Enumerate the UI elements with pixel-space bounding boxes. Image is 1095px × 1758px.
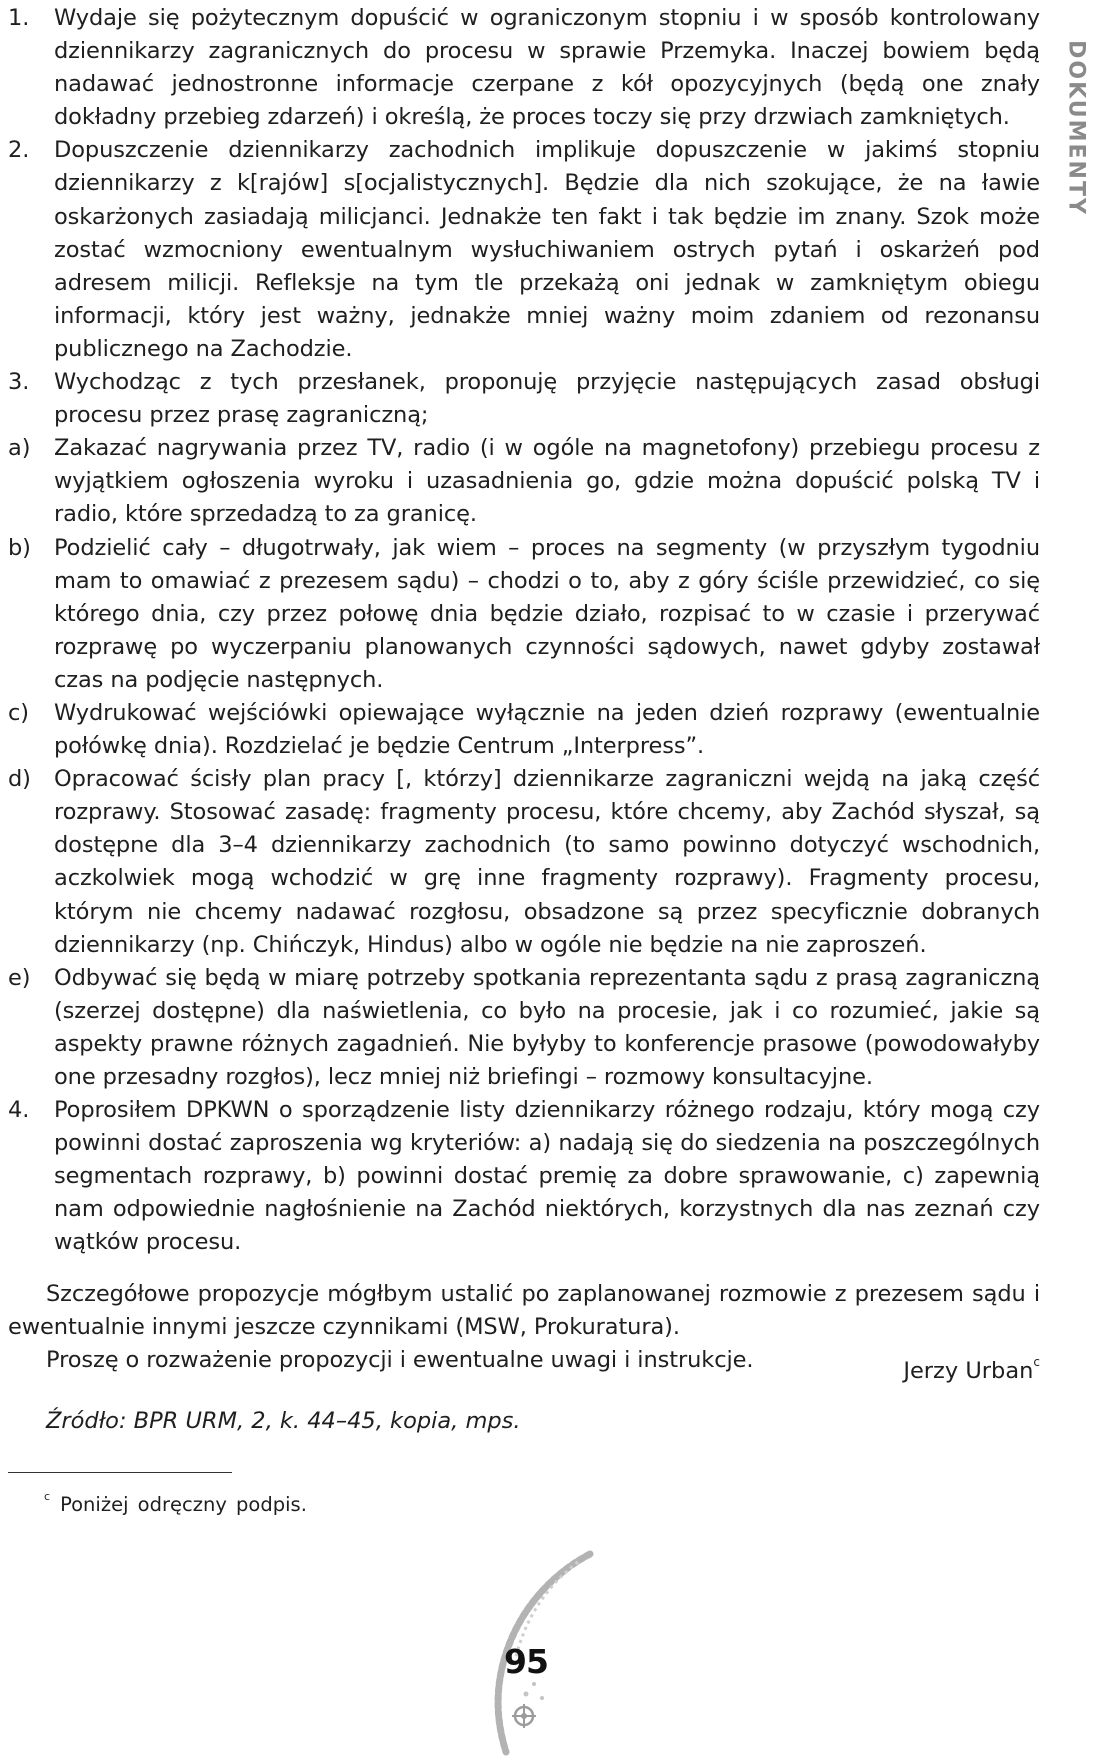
list-item-text: Wychodząc z tych przesłanek, proponuję przyjęcie następujących zasad obsługi procesu przez prasę zagraniczną; [54,369,1040,429]
list-marker: 4. [8,1097,30,1124]
list-item-text: Wydaje się pożytecznym dopuścić w ograniczonym stopniu i w sposób kontrolowany dziennikarzy zagranicznych do procesu w sprawie Przemyka. Inaczej bowiem będą nadawać jednostronne informacje czerpane z kół opozycyjnych (będą one znały dokładny przebieg zdarzeń) i określą, że proces toczy się przy drzwiach zamkniętych. [54,5,1040,131]
list-item [8,763,1040,962]
list-item [8,697,1040,763]
list-marker: a) [8,435,31,462]
list-item [8,366,1040,432]
list-item-text: Opracować ścisły plan pracy [, którzy] dziennikarze zagraniczni wejdą na jaką część rozprawy. Stosować zasadę: fragmenty procesu, które chcemy, aby Zachód słyszał, są dostępne dla 3–4 dziennikarzy zachodnich (to samo powinno dotyczyć wschodnich, aczkolwiek mogą wchodzić w grę inne fragmenty rozprawy). Fragmenty procesu, którym nie chcemy nadawać rozgłosu, obsadzone są przez specyficznie dobranych dziennikarzy (np. Chińczyk, Hindus) albo w ogóle nie będzie na nie zaproszeń. [54,766,1040,958]
list-item [8,1094,1040,1259]
footnote-divider [8,1472,232,1473]
list-item-text: Podzielić cały – długotrwały, jak wiem – proces na segmenty (w przyszłym tygodniu mam to omawiać z prezesem sądu) – chodzi o to, aby z góry ściśle przewidzieć, co się którego dnia, czy przez połowę dnia będzie działo, rozpisać to w czasie i przerywać rozprawę po wyczerpaniu planowanych czynności sądowych, nawet gdyby zostawał czas na podjęcie następnych. [54,534,1040,693]
footnote-text: Poniżej odręczny podpis. [60,1493,307,1516]
source-citation: Źródło: BPR URM, 2, k. 44–45, kopia, mps. [46,1408,521,1434]
list-item-text: Poprosiłem DPKWN o sporządzenie listy dziennikarzy różnego rodzaju, który mogą czy powinni dostać zaproszenia wg kryteriów: a) nadają się do siedzenia na poszczególnych segmentach rozprawy, b) powinni dostać premię za dobre sprawowanie, c) zapewnią nam odpowiednie nagłośnienie na Zachód niektórych, korzystnych dla nas zeznań czy wątków procesu. [54,1097,1040,1256]
footnote [44,1489,307,1516]
list-item-text: Zakazać nagrywania przez TV, radio (i w ogóle na magnetofony) przebiegu procesu z wyjątkiem ogłoszenia wyroku i uzasadnienia go, gdzie można dopuścić polską TV i radio, które sprzedadzą to za granicę. [54,435,1040,528]
page-number: 95 [504,1642,548,1681]
signature [903,1354,1040,1384]
footnote-mark: c [44,1489,51,1503]
list-item [8,532,1040,697]
signature-name: Jerzy Urban [903,1358,1034,1384]
list-marker: b) [8,534,31,561]
list-marker: 1. [8,5,30,31]
list-item [8,134,1040,366]
section-label [1060,28,1092,228]
footnote-reference: c [1033,1354,1040,1369]
list-item [8,432,1040,531]
document-body [8,2,1040,1377]
list-item-text: Odbywać się będą w miarę potrzeby spotkania reprezentanta sądu z prasą zagraniczną (szerzej dostępne) dla naświetlenia, co było na procesie, jak i co rozumieć, jakie są aspekty prawne różnych zagadnień. Nie byłyby to konferencje prasowe (powodowałyby one przesadny rozgłos), lecz mniej niż briefingi – rozmowy konsultacyjne. [54,964,1040,1090]
list-item-text: Dopuszczenie dziennikarzy zachodnich implikuje dopuszczenie w jakimś stopniu dziennikarzy z k[rajów] s[ocjalistycznych]. Będzie dla nich szokujące, że na ławie oskarżonych zasiadają milicjanci. Jednakże ten fakt i tak będzie im znany. Szok może zostać wzmocniony ewentualnym wysłuchiwaniem ostrych pytań i oskarżeń pod adresem milicji. Refleksje na tym tle przekażą oni jednak w zamkniętym obiegu informacji, który jest ważny, jednakże mniej ważny moim zdaniem od rezonansu publicznego na Zachodzie. [54,137,1040,362]
closing-paragraph: Szczegółowe propozycje mógłbym ustalić po zaplanowanej rozmowie z prezesem sądu i ewentualnie innymi jeszcze czynnikami (MSW, Prokuratura). [8,1280,1040,1340]
closing-paragraph: Proszę o rozważenie propozycji i ewentualne uwagi i instrukcje. [46,1346,754,1373]
list-marker: 2. [8,137,30,164]
list-item [8,962,1040,1094]
list-marker: 3. [8,369,30,396]
list-marker: d) [8,766,31,793]
list-marker: c) [8,699,29,726]
list-marker: e) [8,964,31,991]
list-item [8,2,1040,134]
list-item-text: Wydrukować wejściówki opiewające wyłącznie na jeden dzień rozprawy (ewentualnie połówkę dnia). Rozdzielać je będzie Centrum „Interpress”. [54,699,1040,760]
section-label-text: DOKUMENTY [1063,40,1089,216]
